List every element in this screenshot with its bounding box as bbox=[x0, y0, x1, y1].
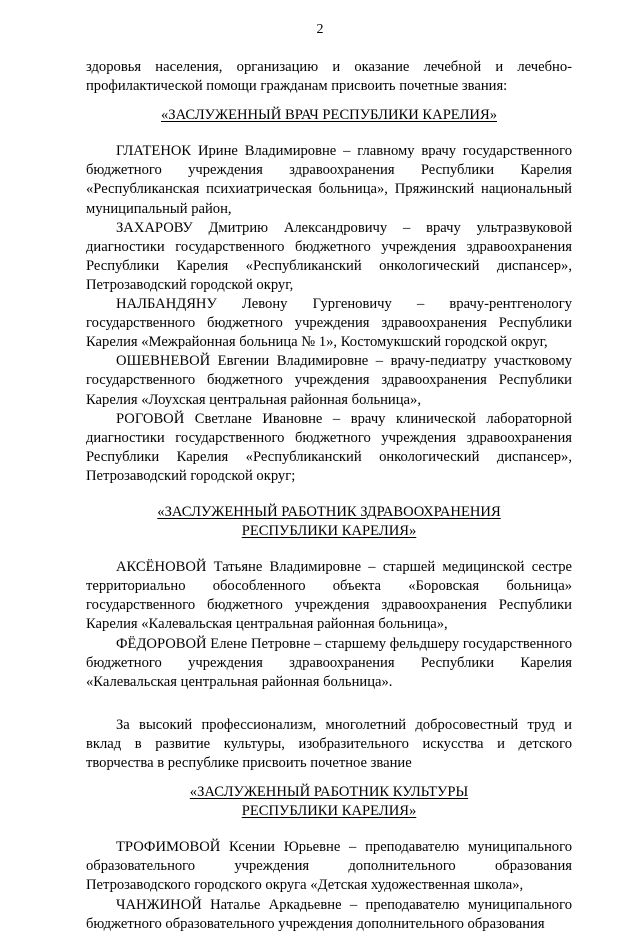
award-entry: РОГОВОЙ Светлане Ивановне – врачу клинической лабораторной диагностики государственного бюджетного учреждения здравоохранения Республики Карелия «Республиканский онкологический диспансер», Петрозаводский городской округ; bbox=[86, 410, 572, 484]
section-title-line: РЕСПУБЛИКИ КАРЕЛИЯ» bbox=[241, 523, 417, 540]
section-title-health-worker bbox=[86, 503, 572, 541]
award-entry: ГЛАТЕНОК Ирине Владимировне – главному врачу государственного бюджетного учреждения здравоохранения Республики Карелия «Республиканская психиатрическая больница», Пряжинский национальный муниципальный район, bbox=[86, 143, 572, 217]
award-entry: ТРОФИМОВОЙ Ксении Юрьевне – преподавателю муниципального образовательного учреждения дополнительного образования Петрозаводского городского округа «Детская художественная школа», bbox=[86, 839, 572, 894]
section-title-line: «ЗАСЛУЖЕННЫЙ РАБОТНИК КУЛЬТУРЫ bbox=[189, 784, 469, 801]
award-entry: ОШЕВНЕВОЙ Евгении Владимировне – врачу-педиатру участковому государственного бюджетного учреждения здравоохранения Республики Карелия «Лоухская центральная районная больница», bbox=[86, 353, 572, 408]
page-number: 2 bbox=[316, 22, 324, 37]
award-entry: ФЁДОРОВОЙ Елене Петровне – старшему фельдшеру государственного бюджетного учреждения здравоохранения Республики Карелия «Калевальская центральная районная больница». bbox=[86, 635, 572, 690]
section-title-line: «ЗАСЛУЖЕННЫЙ РАБОТНИК ЗДРАВООХРАНЕНИЯ bbox=[157, 503, 501, 520]
section-title-line: РЕСПУБЛИКИ КАРЕЛИЯ» bbox=[241, 803, 417, 820]
award-entry: ЗАХАРОВУ Дмитрию Александровичу – врачу ультразвуковой диагностики государственного бюджетного учреждения здравоохранения Республики Карелия «Республиканский онкологический диспансер», Петрозаводский городской округ, bbox=[86, 219, 572, 293]
award-entry: НАЛБАНДЯНУ Левону Гургеновичу – врачу-рентгенологу государственного бюджетного учреждения здравоохранения Республики Карелия «Межрайонная больница № 1», Костомукшский городской округ, bbox=[86, 296, 572, 351]
section-title-culture-worker bbox=[86, 783, 572, 821]
section-title-line: «ЗАСЛУЖЕННЫЙ ВРАЧ РЕСПУБЛИКИ КАРЕЛИЯ» bbox=[160, 107, 498, 124]
culture-intro-paragraph: За высокий профессионализм, многолетний добросовестный труд и вклад в развитие культуры, изобразительного искусства и детского творчества в республике присвоить почетное звание bbox=[86, 716, 572, 771]
intro-paragraph: здоровья населения, организацию и оказание лечебной и лечебно-профилактической помощи гражданам присвоить почетные звания: bbox=[86, 59, 572, 95]
section-title-doctor bbox=[86, 106, 572, 125]
award-entry: ЧАНЖИНОЙ Наталье Аркадьевне – преподавателю муниципального бюджетного образовательного учреждения дополнительного образования bbox=[86, 896, 572, 932]
document-body bbox=[86, 58, 572, 934]
award-entry: АКСЁНОВОЙ Татьяне Владимировне – старшей медицинской сестре территориально обособленного объекта «Боровская больница» государственного бюджетного учреждения здравоохранения Республики Карелия «Калевальская центральная районная больница», bbox=[86, 559, 572, 633]
